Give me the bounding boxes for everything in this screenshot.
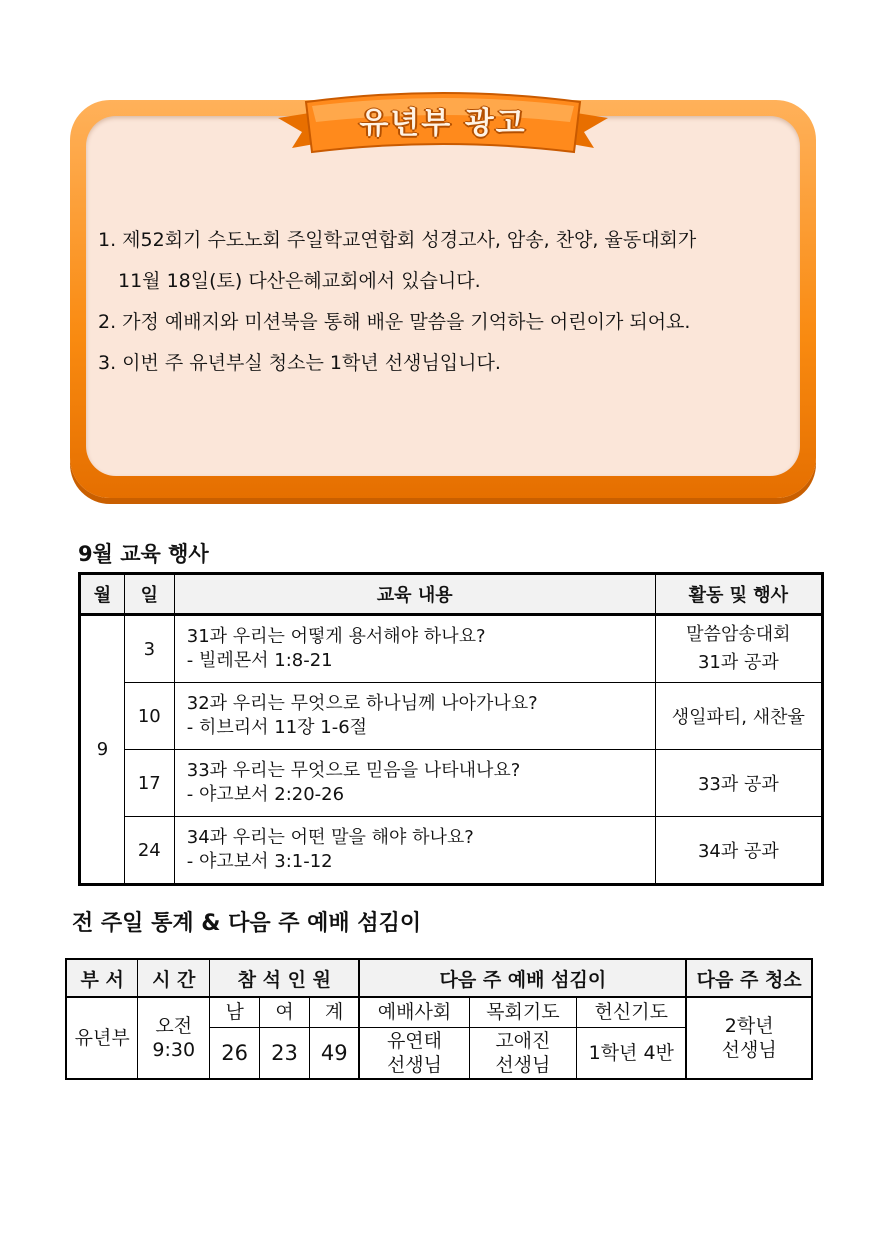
lesson-scripture: - 히브리서 11장 1-6절 [186, 717, 368, 738]
subheader-female: 여 [260, 997, 310, 1027]
time-text: 오전 [155, 1015, 193, 1037]
header-attendance: 참 석 인 원 [210, 959, 360, 997]
lesson-cell [174, 750, 655, 817]
table-row [80, 615, 823, 683]
stats-header-row [66, 959, 812, 997]
lesson-scripture: - 야고보서 2:20-26 [186, 784, 345, 805]
header-department: 부 서 [66, 959, 138, 997]
header-next-cleaning: 다음 주 청소 [686, 959, 812, 997]
offering-prayer-cell: 1학년 4반 [577, 1027, 687, 1079]
lesson-cell [174, 615, 655, 683]
header-day: 일 [124, 574, 174, 615]
notice-item [98, 351, 788, 376]
announcement-banner [278, 82, 608, 166]
subheader-worship-leader: 예배사회 [359, 997, 469, 1027]
notice-list [98, 228, 788, 392]
day-cell: 10 [124, 683, 174, 750]
activity-text: 31과 공과 [697, 652, 779, 673]
cleaning-text: 2학년 [724, 1015, 774, 1037]
header-content: 교육 내용 [174, 574, 655, 615]
activity-cell: 33과 공과 [655, 750, 822, 817]
lesson-title: 34과 우리는 어떤 말을 해야 하나요? [186, 827, 474, 848]
activity-cell: 34과 공과 [655, 817, 822, 885]
lesson-cell [174, 683, 655, 750]
notice-text: 1. 제52회기 수도노회 주일학교연합회 성경고사, 암송, 찬양, 율동대회가 [98, 229, 697, 251]
header-activity: 활동 및 행사 [655, 574, 822, 615]
education-header-row [80, 574, 823, 615]
subheader-pastoral-prayer: 목회기도 [469, 997, 577, 1027]
leader-name: 유연태 [386, 1029, 442, 1052]
cleaning-text: 선생님 [721, 1039, 777, 1061]
header-next-servers: 다음 주 예배 섬김이 [359, 959, 686, 997]
notice-item [98, 228, 788, 294]
activity-cell: 생일파티, 새찬율 [655, 683, 822, 750]
prayer-name: 고애진 [495, 1029, 551, 1052]
notice-text-continued: 11월 18일(토) 다산은혜교회에서 있습니다. [118, 270, 481, 292]
department-cell: 유년부 [66, 997, 138, 1079]
prayer-title: 선생님 [495, 1053, 551, 1076]
lesson-title: 33과 우리는 무엇으로 믿음을 나타내나요? [186, 760, 521, 781]
education-section-title: 9월 교육 행사 [78, 542, 209, 566]
female-count: 23 [260, 1027, 310, 1079]
lesson-title: 31과 우리는 어떻게 용서해야 하나요? [186, 626, 486, 647]
day-cell: 3 [124, 615, 174, 683]
subheader-male: 남 [210, 997, 260, 1027]
header-month: 월 [80, 574, 125, 615]
subheader-offering-prayer: 헌신기도 [577, 997, 687, 1027]
lesson-title: 32과 우리는 무엇으로 하나님께 나아가나요? [186, 693, 538, 714]
time-cell [138, 997, 210, 1079]
worship-leader-cell [359, 1027, 469, 1079]
activity-text: 말씀암송대회 [686, 624, 791, 645]
pastoral-prayer-cell [469, 1027, 577, 1079]
stats-section-title: 전 주일 통계 & 다음 주 예배 섬김이 [72, 911, 422, 936]
day-cell: 24 [124, 817, 174, 885]
header-time: 시 간 [138, 959, 210, 997]
notice-text: 3. 이번 주 유년부실 청소는 1학년 선생님입니다. [98, 352, 501, 374]
time-text: 9:30 [152, 1039, 196, 1061]
table-row [80, 683, 823, 750]
table-row [80, 750, 823, 817]
stats-subheader-row [66, 997, 812, 1027]
notice-item [98, 310, 788, 335]
education-table [78, 572, 824, 886]
notice-text: 2. 가정 예배지와 미션북을 통해 배운 말씀을 기억하는 어린이가 되어요. [98, 311, 691, 333]
subheader-total: 계 [310, 997, 360, 1027]
lesson-cell [174, 817, 655, 885]
announcement-title: 유년부 광고 [359, 106, 527, 141]
table-row [80, 817, 823, 885]
day-cell: 17 [124, 750, 174, 817]
month-cell: 9 [80, 615, 125, 885]
cleaning-cell [686, 997, 812, 1079]
male-count: 26 [210, 1027, 260, 1079]
lesson-scripture: - 빌레몬서 1:8-21 [186, 650, 333, 671]
stats-table [65, 958, 813, 1080]
total-count: 49 [310, 1027, 360, 1079]
leader-title: 선생님 [386, 1053, 442, 1076]
lesson-scripture: - 야고보서 3:1-12 [186, 851, 333, 872]
activity-cell [655, 615, 822, 683]
